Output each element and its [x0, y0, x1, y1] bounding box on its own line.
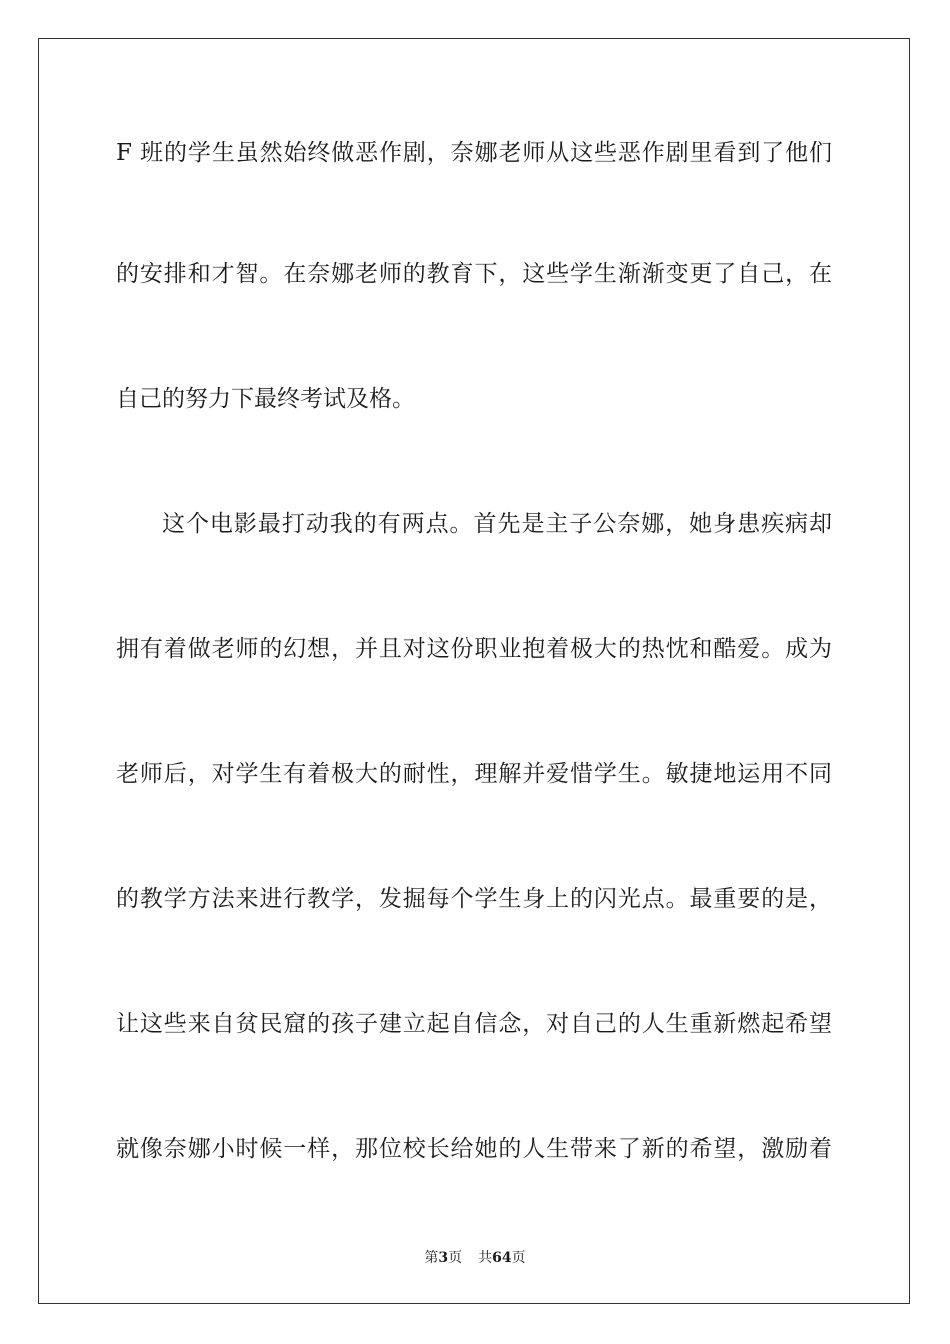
page-number: 3: [438, 1250, 449, 1266]
total-pages: 64: [492, 1250, 512, 1266]
text-line: 老师后，对学生有着极大的耐性，理解并爱惜学生。敏捷地运用不同: [116, 761, 832, 787]
text-line: 就像奈娜小时候一样，那位校长给她的人生带来了新的希望，激励着: [116, 1136, 832, 1162]
total-suffix: 页: [511, 1250, 526, 1266]
page-footer: [0, 1247, 950, 1267]
text-line: 的安排和才智。在奈娜老师的教育下，这些学生渐渐变更了自己，在: [116, 261, 832, 287]
total-prefix: 共: [478, 1250, 493, 1266]
text-line: 自己的努力下最终考试及格。: [116, 386, 415, 412]
text-line: 拥有着做老师的幻想，并且对这份职业抱着极大的热忱和酷爱。成为: [116, 636, 832, 662]
page-suffix: 页: [448, 1250, 463, 1266]
text-line: 这个电影最打动我的有两点。首先是主子公奈娜，她身患疾病却: [162, 511, 832, 537]
text-line: 的教学方法来进行教学，发掘每个学生身上的闪光点。最重要的是，: [116, 886, 832, 912]
page-border: [38, 38, 910, 1304]
page-prefix: 第: [424, 1250, 439, 1266]
text-line: 让这些来自贫民窟的孩子建立起自信念，对自己的人生重新燃起希望: [116, 1011, 832, 1037]
text-line: F 班的学生虽然始终做恶作剧，奈娜老师从这些恶作剧里看到了他们: [116, 140, 832, 166]
